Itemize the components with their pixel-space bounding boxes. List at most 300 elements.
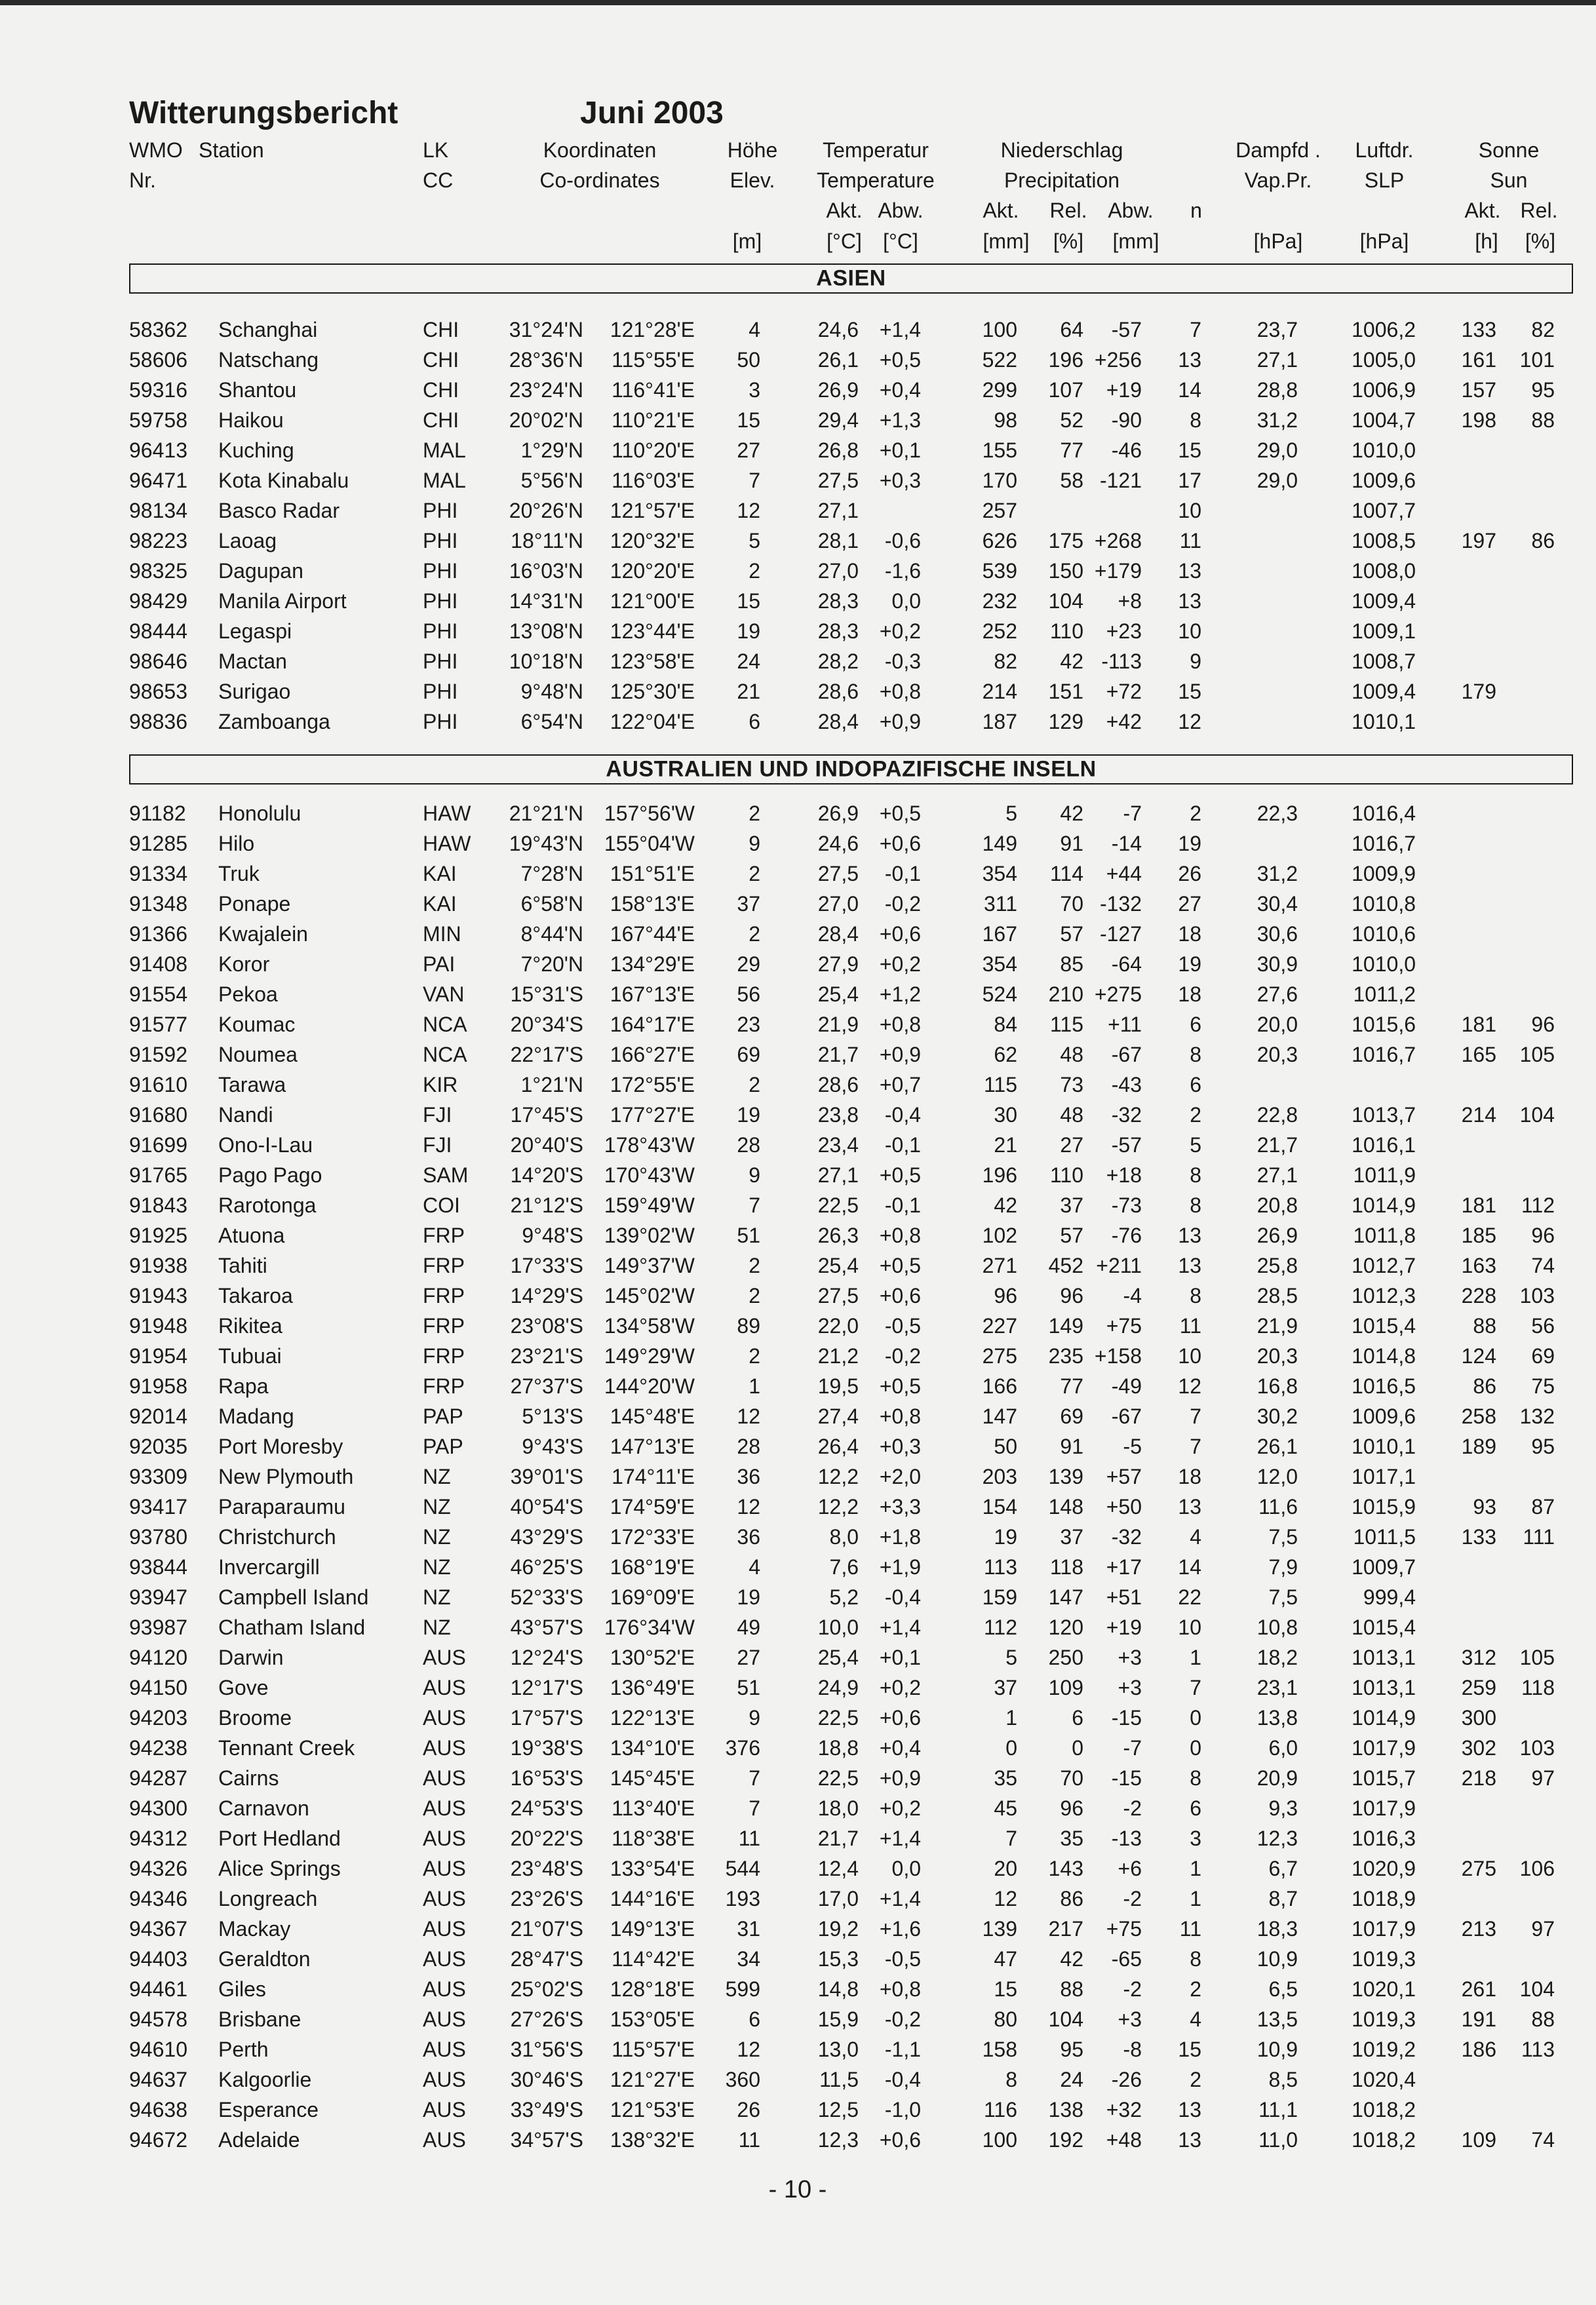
country-code: AUS — [423, 2007, 466, 2031]
temp-actual: 27,1 — [817, 499, 859, 522]
station-name: Tahiti — [218, 1254, 267, 1277]
station-name: Esperance — [218, 2098, 319, 2121]
table-row — [0, 1160, 1596, 1190]
precip-relative: 96 — [1060, 1284, 1083, 1307]
hdr-temp-abw: Abw. — [878, 199, 924, 222]
hdr-temp-akt: Akt. — [826, 199, 863, 222]
temp-deviation: +0,2 — [879, 619, 921, 643]
precip-deviation: +8 — [1118, 589, 1142, 613]
table-row — [0, 1944, 1596, 1974]
vapour-pressure: 20,9 — [1256, 1766, 1298, 1790]
vapour-pressure: 20,0 — [1256, 1013, 1298, 1036]
sea-level-pressure: 1009,4 — [1352, 680, 1416, 703]
station-name: Invercargill — [218, 1555, 320, 1579]
precip-days: 2 — [1190, 2068, 1201, 2091]
station-name: Ponape — [218, 892, 291, 916]
country-code: NZ — [423, 1585, 451, 1609]
temp-deviation: +0,8 — [879, 680, 921, 703]
latitude: 43°57'S — [510, 1616, 583, 1639]
station-name: Rarotonga — [218, 1193, 317, 1217]
hdr-sonne: Sonne — [1478, 138, 1540, 162]
vapour-pressure: 28,8 — [1256, 378, 1298, 402]
temp-actual: 12,5 — [817, 2098, 859, 2121]
longitude: 172°33'E — [610, 1525, 695, 1549]
sea-level-pressure: 1020,1 — [1352, 1977, 1416, 2001]
table-row — [0, 1974, 1596, 2004]
precip-relative: 70 — [1060, 1766, 1083, 1790]
sea-level-pressure: 1009,7 — [1352, 1555, 1416, 1579]
precip-actual: 21 — [994, 1133, 1017, 1157]
temp-actual: 27,9 — [817, 952, 859, 976]
table-row — [0, 465, 1596, 495]
precip-deviation: +23 — [1106, 619, 1142, 643]
latitude: 23°24'N — [509, 378, 583, 402]
precip-actual: 539 — [982, 559, 1017, 583]
precip-relative: 104 — [1048, 2007, 1083, 2031]
precip-actual: 116 — [983, 2098, 1017, 2121]
hdr-precip-akt: Akt. — [983, 199, 1019, 222]
latitude: 39°01'S — [510, 1465, 583, 1488]
precip-days: 19 — [1178, 952, 1201, 976]
table-row — [0, 556, 1596, 586]
vapour-pressure: 6,5 — [1268, 1977, 1298, 2001]
precip-days: 7 — [1190, 1676, 1201, 1699]
sea-level-pressure: 1016,1 — [1352, 1133, 1416, 1157]
precip-deviation: +18 — [1106, 1163, 1142, 1187]
sea-level-pressure: 1014,8 — [1352, 1344, 1416, 1368]
precip-relative: 235 — [1048, 1344, 1083, 1368]
sun-relative: 69 — [1531, 1344, 1555, 1368]
precip-deviation: +50 — [1106, 1495, 1142, 1519]
precip-deviation: +6 — [1118, 1857, 1142, 1880]
wmo-number: 94637 — [129, 2068, 187, 2091]
table-row — [0, 1190, 1596, 1220]
longitude: 151°51'E — [610, 862, 695, 885]
table-row — [0, 1250, 1596, 1281]
table-row — [0, 1281, 1596, 1311]
elevation: 26 — [737, 2098, 760, 2121]
sun-hours: 214 — [1461, 1103, 1496, 1127]
elevation: 544 — [725, 1857, 760, 1880]
table-row — [0, 1371, 1596, 1401]
precip-days: 15 — [1178, 680, 1201, 703]
table-row — [0, 707, 1596, 737]
sun-hours: 133 — [1461, 318, 1496, 341]
elevation: 360 — [725, 2068, 760, 2091]
sun-relative: 105 — [1519, 1043, 1555, 1066]
temp-deviation: +0,7 — [879, 1073, 921, 1096]
precip-days: 1 — [1190, 1887, 1201, 1910]
latitude: 21°21'N — [509, 802, 583, 825]
latitude: 28°47'S — [510, 1947, 583, 1971]
hdr-slp: SLP — [1364, 168, 1405, 192]
country-code: SAM — [423, 1163, 469, 1187]
sun-relative: 118 — [1521, 1676, 1555, 1699]
precip-deviation: -113 — [1101, 649, 1142, 673]
temp-actual: 28,4 — [817, 922, 859, 946]
wmo-number: 93417 — [129, 1495, 187, 1519]
temp-actual: 19,2 — [817, 1917, 859, 1941]
vapour-pressure: 7,5 — [1268, 1525, 1298, 1549]
precip-deviation: -43 — [1111, 1073, 1142, 1096]
temp-actual: 10,0 — [817, 1616, 859, 1639]
temp-actual: 5,2 — [829, 1585, 859, 1609]
precip-actual: 102 — [982, 1224, 1017, 1247]
latitude: 23°26'S — [510, 1887, 583, 1910]
elevation: 6 — [749, 710, 760, 733]
temp-deviation: +0,1 — [879, 438, 921, 462]
sea-level-pressure: 1011,2 — [1353, 982, 1416, 1006]
temp-deviation: +0,1 — [879, 1646, 921, 1669]
temp-actual: 28,3 — [817, 589, 859, 613]
temp-actual: 14,8 — [817, 1977, 859, 2001]
station-name: Haikou — [218, 408, 284, 432]
precip-deviation: -65 — [1111, 1947, 1142, 1971]
sea-level-pressure: 999,4 — [1363, 1585, 1416, 1609]
sun-hours: 302 — [1461, 1736, 1496, 1760]
table-row — [0, 1914, 1596, 1944]
longitude: 172°55'E — [610, 1073, 695, 1096]
precip-actual: 100 — [982, 2128, 1017, 2152]
sun-hours: 191 — [1461, 2007, 1496, 2031]
elevation: 193 — [725, 1887, 760, 1910]
longitude: 123°44'E — [610, 619, 695, 643]
station-name: Rapa — [218, 1374, 269, 1398]
vapour-pressure: 22,3 — [1256, 802, 1298, 825]
longitude: 145°48'E — [610, 1404, 695, 1428]
hdr-unit-pct: [%] — [1053, 229, 1084, 253]
table-row — [0, 2095, 1596, 2125]
precip-actual: 170 — [982, 469, 1017, 492]
sea-level-pressure: 1012,3 — [1352, 1284, 1416, 1307]
country-code: PAI — [423, 952, 456, 976]
precip-relative: 6 — [1072, 1706, 1083, 1730]
station-name: Broome — [218, 1706, 292, 1730]
sun-relative: 75 — [1531, 1374, 1555, 1398]
elevation: 11 — [738, 2128, 760, 2152]
wmo-number: 91554 — [129, 982, 187, 1006]
longitude: 153°05'E — [610, 2007, 695, 2031]
table-row — [0, 1703, 1596, 1733]
station-name: Atuona — [218, 1224, 285, 1247]
precip-actual: 158 — [982, 2038, 1017, 2061]
country-code: AUS — [423, 1676, 466, 1699]
temp-actual: 26,8 — [817, 438, 859, 462]
hdr-unit-mm-dev: [mm] — [1112, 229, 1159, 253]
longitude: 166°27'E — [610, 1043, 695, 1066]
precip-days: 10 — [1178, 619, 1201, 643]
longitude: 122°04'E — [610, 710, 695, 733]
wmo-number: 94403 — [129, 1947, 187, 1971]
precip-actual: 147 — [982, 1404, 1017, 1428]
sun-relative: 56 — [1531, 1314, 1555, 1338]
precip-deviation: -49 — [1111, 1374, 1142, 1398]
precip-days: 13 — [1178, 1224, 1201, 1247]
table-row — [0, 1431, 1596, 1462]
elevation: 2 — [749, 1254, 760, 1277]
latitude: 20°22'S — [510, 1827, 583, 1850]
country-code: NZ — [423, 1495, 451, 1519]
table-row — [0, 1492, 1596, 1522]
latitude: 19°43'N — [509, 832, 583, 855]
precip-actual: 299 — [982, 378, 1017, 402]
sun-relative: 95 — [1531, 1435, 1555, 1458]
temp-deviation: +0,2 — [879, 1796, 921, 1820]
table-row — [0, 2034, 1596, 2064]
longitude: 123°58'E — [610, 649, 695, 673]
precip-days: 11 — [1179, 1314, 1201, 1338]
wmo-number: 91958 — [129, 1374, 187, 1398]
wmo-number: 94150 — [129, 1676, 187, 1699]
station-name: Honolulu — [218, 802, 302, 825]
temp-deviation: +0,9 — [879, 710, 921, 733]
precip-days: 7 — [1190, 1435, 1201, 1458]
elevation: 12 — [737, 1495, 760, 1519]
wmo-number: 94367 — [129, 1917, 187, 1941]
temp-deviation: +1,4 — [879, 1827, 921, 1850]
station-name: Perth — [218, 2038, 269, 2061]
precip-deviation: -7 — [1123, 1736, 1142, 1760]
sun-hours: 181 — [1461, 1193, 1496, 1217]
precip-actual: 84 — [994, 1013, 1017, 1036]
station-name: Ono-I-Lau — [218, 1133, 313, 1157]
table-row — [0, 1884, 1596, 1914]
section-header-australien — [129, 754, 1573, 784]
elevation: 23 — [737, 1013, 760, 1036]
precip-relative: 91 — [1060, 832, 1083, 855]
hdr-temperatur: Temperatur — [823, 138, 929, 162]
sea-level-pressure: 1009,9 — [1352, 862, 1416, 885]
station-name: Pago Pago — [218, 1163, 322, 1187]
precip-relative: 149 — [1048, 1314, 1083, 1338]
precip-relative: 95 — [1060, 2038, 1083, 2061]
station-name: Nandi — [218, 1103, 273, 1127]
precip-relative: 115 — [1049, 1013, 1083, 1036]
precip-actual: 271 — [982, 1254, 1017, 1277]
country-code: PHI — [423, 499, 458, 522]
latitude: 9°43'S — [522, 1435, 583, 1458]
wmo-number: 91765 — [129, 1163, 187, 1187]
temp-actual: 28,6 — [817, 1073, 859, 1096]
precip-relative: 139 — [1048, 1465, 1083, 1488]
wmo-number: 91938 — [129, 1254, 187, 1277]
table-row — [0, 859, 1596, 889]
table-row — [0, 979, 1596, 1009]
precip-days: 13 — [1178, 2128, 1201, 2152]
precip-actual: 139 — [982, 1917, 1017, 1941]
precip-deviation: +19 — [1106, 378, 1142, 402]
sun-hours: 300 — [1461, 1706, 1496, 1730]
latitude: 5°13'S — [522, 1404, 583, 1428]
elevation: 9 — [749, 1163, 760, 1187]
precip-actual: 47 — [994, 1947, 1017, 1971]
sea-level-pressure: 1016,3 — [1352, 1827, 1416, 1850]
wmo-number: 91925 — [129, 1224, 187, 1247]
report-date: Juni 2003 — [580, 96, 724, 130]
precip-days: 6 — [1190, 1796, 1201, 1820]
precip-deviation: +268 — [1094, 529, 1142, 552]
country-code: PHI — [423, 649, 458, 673]
sun-relative: 113 — [1521, 2038, 1555, 2061]
precip-actual: 30 — [994, 1103, 1017, 1127]
precip-days: 1 — [1190, 1857, 1201, 1880]
elevation: 1 — [749, 1374, 760, 1398]
sea-level-pressure: 1019,3 — [1352, 1947, 1416, 1971]
temp-deviation: 0,0 — [891, 589, 921, 613]
country-code: KAI — [423, 862, 457, 885]
sea-level-pressure: 1005,0 — [1352, 348, 1416, 372]
sea-level-pressure: 1016,5 — [1352, 1374, 1416, 1398]
precip-deviation: +3 — [1118, 1646, 1142, 1669]
precip-deviation: -64 — [1111, 952, 1142, 976]
station-name: Tennant Creek — [218, 1736, 355, 1760]
precip-deviation: -57 — [1111, 318, 1142, 341]
wmo-number: 91334 — [129, 862, 187, 885]
sun-hours: 165 — [1461, 1043, 1496, 1066]
table-row — [0, 586, 1596, 616]
vapour-pressure: 26,1 — [1256, 1435, 1298, 1458]
elevation: 7 — [749, 1796, 760, 1820]
elevation: 2 — [749, 922, 760, 946]
vapour-pressure: 30,2 — [1256, 1404, 1298, 1428]
precip-days: 13 — [1178, 589, 1201, 613]
precip-deviation: +17 — [1106, 1555, 1142, 1579]
longitude: 118°38'E — [612, 1827, 695, 1850]
station-name: Campbell Island — [218, 1585, 369, 1609]
precip-days: 12 — [1178, 710, 1201, 733]
sea-level-pressure: 1010,0 — [1352, 952, 1416, 976]
temp-actual: 25,4 — [817, 1646, 859, 1669]
latitude: 16°03'N — [509, 559, 583, 583]
precip-actual: 149 — [982, 832, 1017, 855]
precip-days: 2 — [1190, 802, 1201, 825]
precip-days: 10 — [1178, 1344, 1201, 1368]
temp-actual: 27,5 — [817, 862, 859, 885]
table-row — [0, 1311, 1596, 1341]
table-row — [0, 798, 1596, 828]
precip-deviation: -67 — [1111, 1043, 1142, 1066]
sun-relative: 103 — [1519, 1736, 1555, 1760]
hdr-unit-m: [m] — [732, 229, 762, 253]
precip-actual: 45 — [994, 1796, 1017, 1820]
elevation: 36 — [737, 1525, 760, 1549]
precip-deviation: -15 — [1111, 1766, 1142, 1790]
wmo-number: 94326 — [129, 1857, 187, 1880]
latitude: 14°20'S — [510, 1163, 583, 1187]
sea-level-pressure: 1010,1 — [1352, 710, 1416, 733]
country-code: MIN — [423, 922, 461, 946]
elevation: 4 — [749, 1555, 760, 1579]
sea-level-pressure: 1011,9 — [1353, 1163, 1416, 1187]
temp-deviation: +0,9 — [879, 1766, 921, 1790]
elevation: 37 — [737, 892, 760, 916]
precip-actual: 524 — [982, 982, 1017, 1006]
country-code: FRP — [423, 1254, 465, 1277]
longitude: 159°49'W — [604, 1193, 695, 1217]
elevation: 19 — [737, 1103, 760, 1127]
table-row — [0, 405, 1596, 435]
table-row — [0, 616, 1596, 646]
precip-deviation: -5 — [1123, 1435, 1142, 1458]
precip-relative: 110 — [1049, 619, 1083, 643]
elevation: 2 — [749, 559, 760, 583]
station-name: Noumea — [218, 1043, 298, 1066]
country-code: FJI — [423, 1133, 452, 1157]
country-code: AUS — [423, 2068, 466, 2091]
elevation: 599 — [725, 1977, 760, 2001]
sun-relative: 96 — [1531, 1224, 1555, 1247]
elevation: 27 — [737, 1646, 760, 1669]
precip-relative: 27 — [1060, 1133, 1083, 1157]
latitude: 20°02'N — [509, 408, 583, 432]
longitude: 176°34'W — [604, 1616, 695, 1639]
precip-actual: 626 — [982, 529, 1017, 552]
station-name: Laoag — [218, 529, 277, 552]
station-name: Cairns — [218, 1766, 279, 1790]
elevation: 7 — [749, 1193, 760, 1217]
temp-actual: 18,0 — [817, 1796, 859, 1820]
precip-actual: 19 — [994, 1525, 1017, 1549]
station-name: Brisbane — [218, 2007, 302, 2031]
sun-relative: 101 — [1519, 348, 1555, 372]
wmo-number: 92035 — [129, 1435, 187, 1458]
temp-actual: 28,2 — [817, 649, 859, 673]
vapour-pressure: 10,9 — [1256, 1947, 1298, 1971]
elevation: 5 — [749, 529, 760, 552]
wmo-number: 98836 — [129, 710, 187, 733]
precip-days: 7 — [1190, 1404, 1201, 1428]
sun-hours: 213 — [1461, 1917, 1496, 1941]
table-row — [0, 889, 1596, 919]
temp-deviation: -0,2 — [884, 892, 921, 916]
temp-deviation: -0,6 — [884, 529, 921, 552]
precip-deviation: -7 — [1123, 802, 1142, 825]
country-code: FRP — [423, 1284, 465, 1307]
hdr-unit-hpa-slp: [hPa] — [1359, 229, 1409, 253]
wmo-number: 94578 — [129, 2007, 187, 2031]
sea-level-pressure: 1017,9 — [1352, 1736, 1416, 1760]
precip-days: 13 — [1178, 1254, 1201, 1277]
temp-deviation: -0,4 — [884, 1585, 921, 1609]
precip-deviation: -8 — [1123, 2038, 1142, 2061]
vapour-pressure: 8,5 — [1268, 2068, 1298, 2091]
temp-deviation: -0,1 — [884, 1193, 921, 1217]
hdr-sun: Sun — [1490, 168, 1528, 192]
precip-actual: 232 — [982, 589, 1017, 613]
temp-actual: 25,4 — [817, 982, 859, 1006]
longitude: 145°45'E — [610, 1766, 695, 1790]
wmo-number: 91348 — [129, 892, 187, 916]
table-row — [0, 495, 1596, 526]
wmo-number: 98223 — [129, 529, 187, 552]
wmo-number: 91285 — [129, 832, 187, 855]
sun-hours: 261 — [1461, 1977, 1496, 2001]
temp-deviation: -0,4 — [884, 2068, 921, 2091]
precip-relative: 37 — [1060, 1525, 1083, 1549]
precip-days: 14 — [1178, 378, 1201, 402]
section-title: ASIEN — [816, 265, 886, 291]
vapour-pressure: 6,0 — [1268, 1736, 1298, 1760]
sun-relative: 97 — [1531, 1917, 1555, 1941]
temp-deviation: +1,4 — [879, 318, 921, 341]
country-code: FRP — [423, 1344, 465, 1368]
latitude: 9°48'S — [522, 1224, 583, 1247]
longitude: 139°02'W — [604, 1224, 695, 1247]
longitude: 144°20'W — [604, 1374, 695, 1398]
sea-level-pressure: 1011,5 — [1353, 1525, 1416, 1549]
precip-relative: 192 — [1048, 2128, 1083, 2152]
precip-relative: 104 — [1048, 589, 1083, 613]
